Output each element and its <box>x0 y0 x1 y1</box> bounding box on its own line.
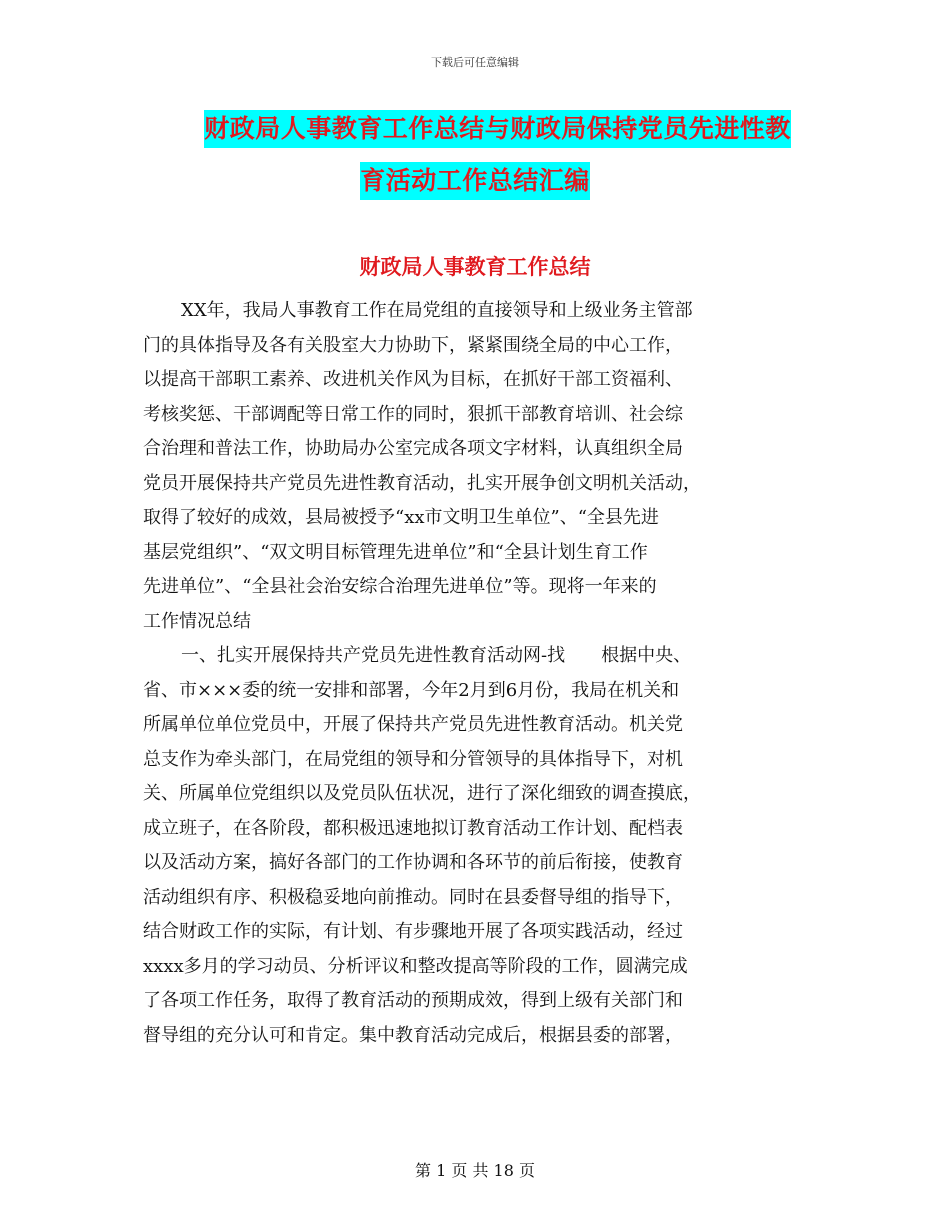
body-line: 了各项工作任务，取得了教育活动的预期成效，得到上级有关部门和 <box>143 990 683 1011</box>
body-line: 取得了较好的成效，县局被授予“xx市文明卫生单位”、“全县先进 <box>143 507 659 528</box>
body-line: XX年，我局人事教育工作在局党组的直接领导和上级业务主管部 <box>181 300 693 321</box>
page-footer: 第 1 页 共 18 页 <box>415 1161 535 1180</box>
body-line: 考核奖惩、干部调配等日常工作的同时，狠抓干部教育培训、社会综 <box>143 403 683 425</box>
title-line-2: 育活动工作总结汇编 <box>360 162 590 200</box>
body-text <box>143 294 811 1053</box>
document-title <box>0 110 950 200</box>
title-line-1: 财政局人事教育工作总结与财政局保持党员先进性教 <box>204 110 791 148</box>
body-line: 总支作为牵头部门，在局党组的领导和分管领导的具体指导下，对机 <box>143 748 683 770</box>
body-line: 活动组织有序、积极稳妥地向前推动。同时在县委督导组的指导下， <box>143 886 683 908</box>
body-line: 以及活动方案，搞好各部门的工作协调和各环节的前后衔接，使教育 <box>143 852 683 873</box>
body-line: 所属单位单位党员中，开展了保持共产党员先进性教育活动。机关党 <box>143 714 683 735</box>
body-line: 成立班子，在各阶段，都积极迅速地拟订教育活动工作计划、配档表 <box>143 817 683 839</box>
body-line: 结合财政工作的实际，有计划、有步骤地开展了各项实践活动，经过 <box>143 921 683 942</box>
body-line: 工作情况总结 <box>143 610 251 632</box>
body-line: 一、扎实开展保持共产党员先进性教育活动网-找 根据中央、 <box>181 645 692 666</box>
body-line: 合治理和普法工作，协助局办公室完成各项文字材料，认真组织全局 <box>143 438 683 459</box>
body-line: 基层党组织”、“双文明目标管理先进单位”和“全县计划生育工作 <box>143 541 648 563</box>
body-line: 门的具体指导及各有关股室大力协助下，紧紧围绕全局的中心工作， <box>143 334 683 356</box>
body-line: 督导组的充分认可和肯定。集中教育活动完成后，根据县委的部署， <box>143 1024 683 1046</box>
body-line: 先进单位”、“全县社会治安综合治理先进单位”等。现将一年来的 <box>143 576 657 597</box>
body-line: xxxx多月的学习动员、分析评议和整改提高等阶段的工作，圆满完成 <box>143 955 688 977</box>
body-line: 党员开展保持共产党员先进性教育活动，扎实开展争创文明机关活动， <box>143 472 701 494</box>
body-line: 以提高干部职工素养、改进机关作风为目标，在抓好干部工资福利、 <box>143 369 683 390</box>
body-line: 省、市×××委的统一安排和部署，今年2月到6月份，我局在机关和 <box>143 679 680 701</box>
body-line: 关、所属单位党组织以及党员队伍状况，进行了深化细致的调查摸底， <box>143 783 701 804</box>
section-title: 财政局人事教育工作总结 <box>359 255 591 279</box>
header-note: 下载后可任意编辑 <box>431 56 519 69</box>
